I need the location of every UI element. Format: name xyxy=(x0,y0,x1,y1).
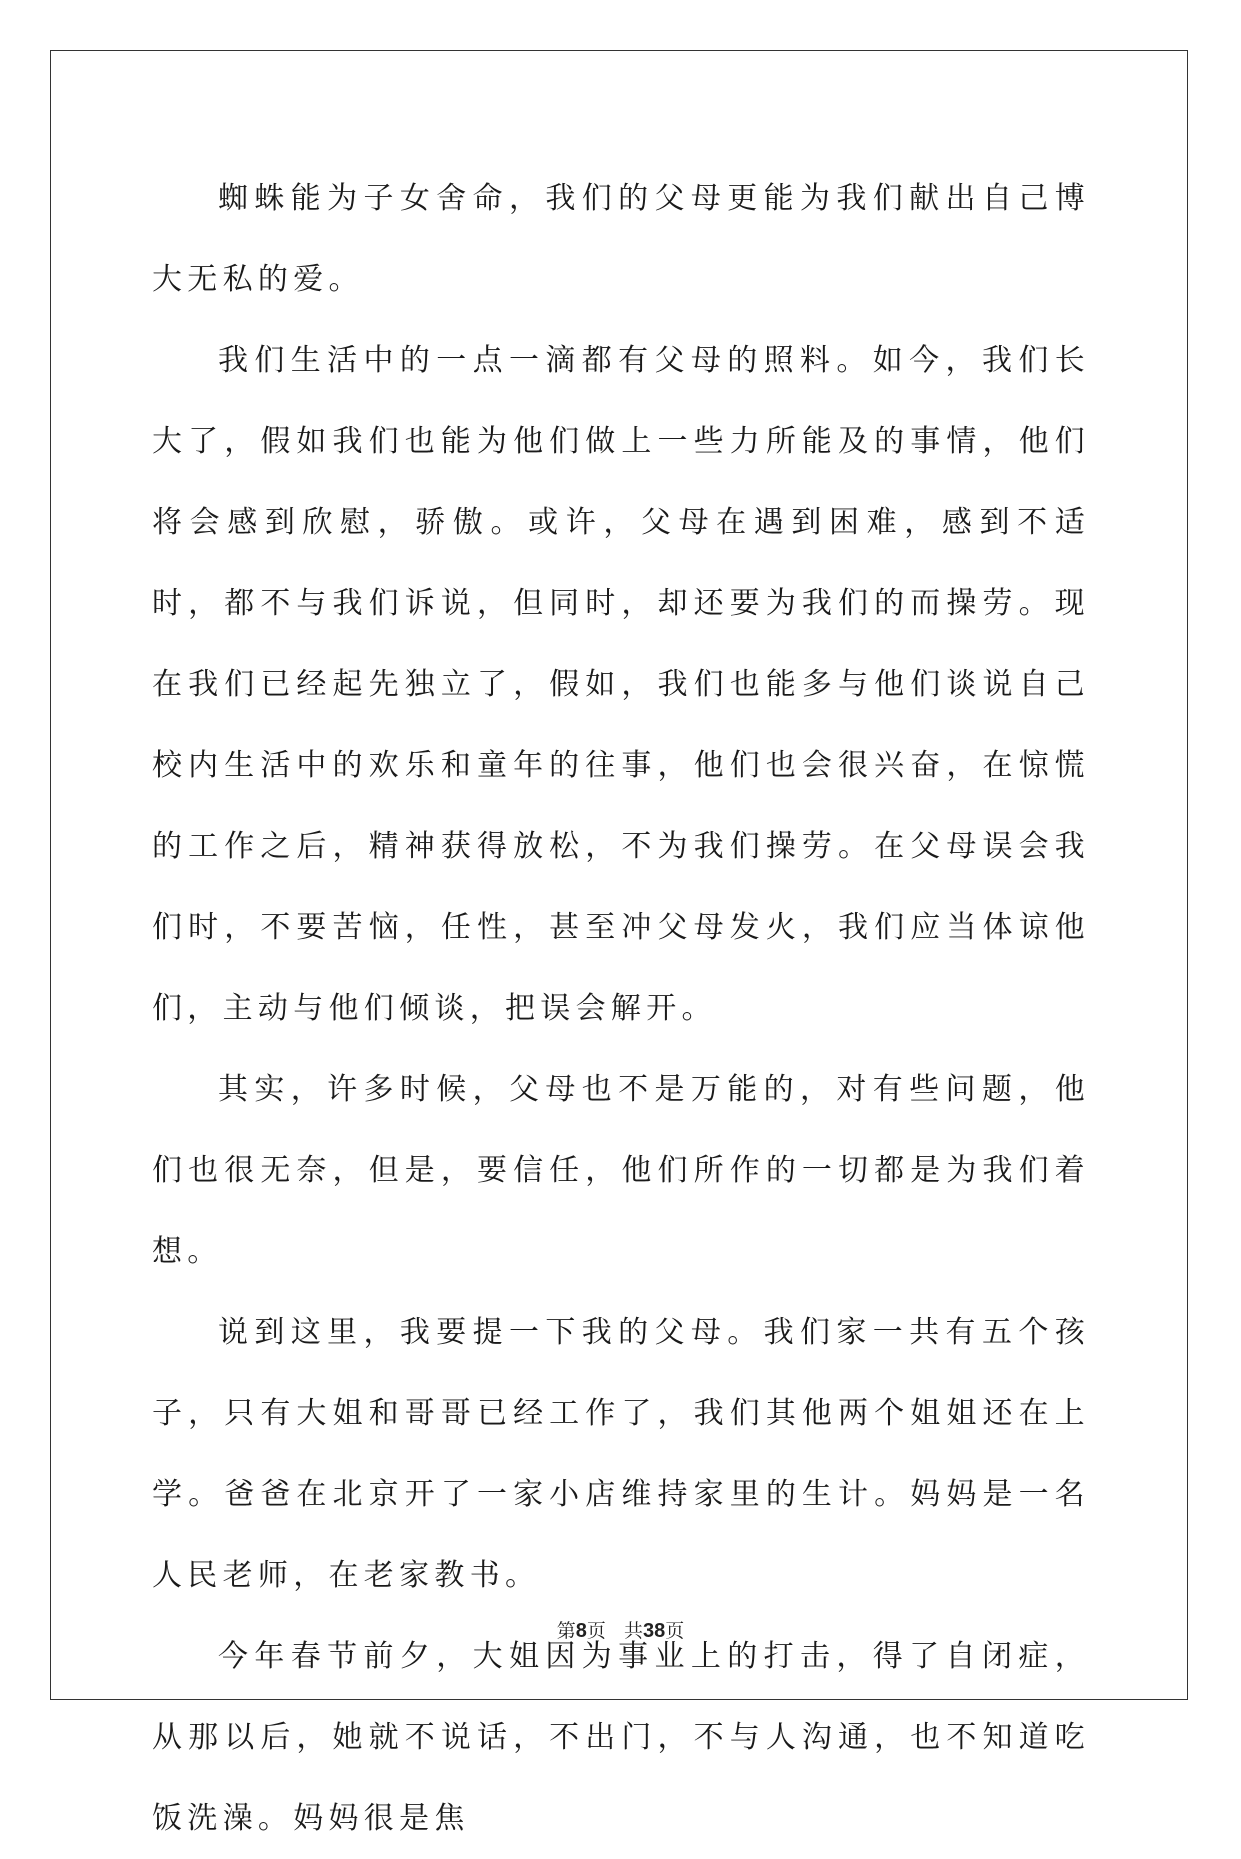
paragraph: 今年春节前夕，大姐因为事业上的打击，得了自闭症，从那以后，她就不说话，不出门，不与人沟通，也不知道吃饭洗澡。妈妈很是焦 xyxy=(152,1639,1090,1836)
page-prefix: 第 xyxy=(556,1620,576,1642)
page-footer xyxy=(0,1616,1241,1643)
document-body xyxy=(152,158,1090,1859)
paragraph: 我们生活中的一点一滴都有父母的照料。如今，我们长大了，假如我们也能为他们做上一些力所能及的事情，他们将会感到欣慰，骄傲。或许，父母在遇到困难，感到不适时，都不与我们诉说，但同时，却还要为我们的而操劳。现在我们已经起先独立了，假如，我们也能多与他们谈说自己校内生活中的欢乐和童年的往事，他们也会很兴奋，在惊慌的工作之后，精神获得放松，不为我们操劳。在父母误会我们时，不要苦恼，任性，甚至冲父母发火，我们应当体谅他们，主动与他们倾谈，把误会解开。 xyxy=(152,343,1090,1026)
paragraph: 其实，许多时候，父母也不是万能的，对有些问题，他们也很无奈，但是，要信任，他们所作的一切都是为我们着想。 xyxy=(152,1072,1090,1269)
total-pages-label xyxy=(624,1620,684,1642)
page-suffix: 页 xyxy=(586,1620,606,1642)
total-prefix: 共 xyxy=(623,1620,643,1642)
page-number: 8 xyxy=(575,1620,587,1642)
paragraph: 说到这里，我要提一下我的父母。我们家一共有五个孩子，只有大姐和哥哥已经工作了，我们其他两个姐姐还在上学。爸爸在北京开了一家小店维持家里的生计。妈妈是一名人民老师，在老家教书。 xyxy=(152,1315,1090,1593)
total-suffix: 页 xyxy=(665,1620,685,1642)
paragraph: 蜘蛛能为子女舍命，我们的父母更能为我们献出自己博大无私的爱。 xyxy=(152,181,1090,297)
page-number-label xyxy=(557,1620,606,1642)
total-pages: 38 xyxy=(642,1620,666,1642)
